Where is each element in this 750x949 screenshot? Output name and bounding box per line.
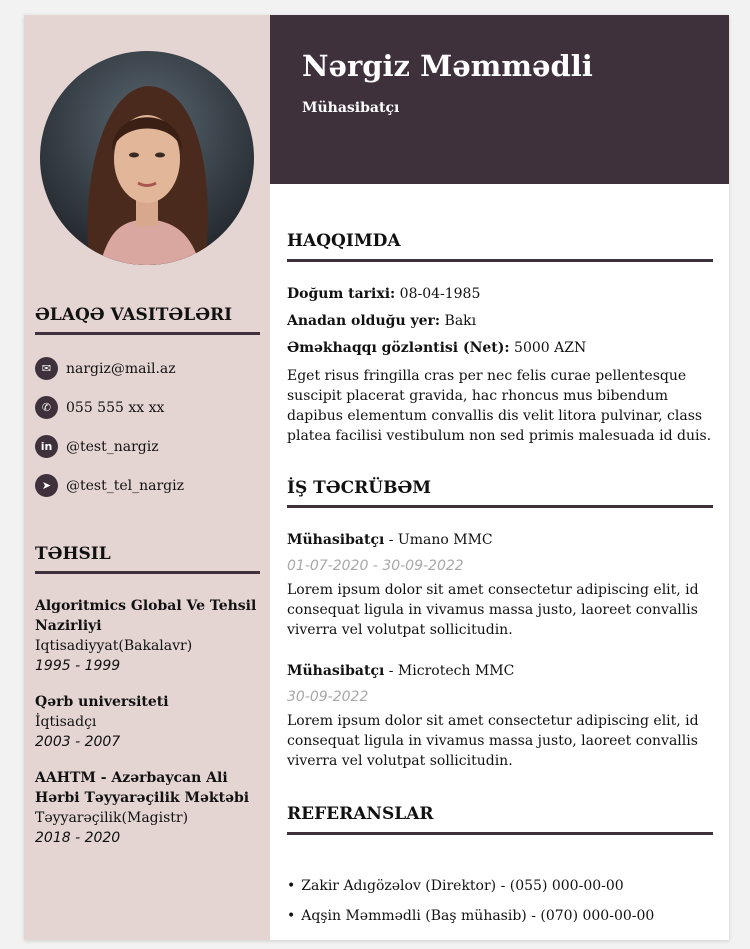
salary <box>287 338 586 358</box>
school-name: Qərb universiteti <box>35 694 169 710</box>
divider <box>35 571 260 574</box>
years: 2018 - 2020 <box>35 830 121 846</box>
education-heading: TƏHSIL <box>35 544 111 564</box>
divider <box>35 332 260 335</box>
value: 5000 AZN <box>514 340 587 356</box>
linkedin-icon: in <box>35 435 58 458</box>
phone-icon: ✆ <box>35 396 58 419</box>
school-name: Algoritmics Global Ve Tehsil Nazirliyi <box>35 598 257 634</box>
years: 1995 - 1999 <box>35 658 121 674</box>
references-list <box>287 871 654 931</box>
contact-linkedin[interactable] <box>35 435 159 458</box>
label: Doğum tarixi: <box>287 286 396 302</box>
value: 08-04-1985 <box>399 286 481 302</box>
birth-date <box>287 284 480 304</box>
label: Anadan olduğu yer: <box>287 313 441 329</box>
contact-text: @test_tel_nargiz <box>66 477 184 494</box>
education-item <box>35 692 265 752</box>
divider <box>287 505 713 508</box>
profile-photo <box>40 51 254 265</box>
education-item <box>35 768 265 848</box>
contact-text: 055 555 xx xx <box>66 399 165 416</box>
reference-item: • Aqşin Məmmədli (Baş mühasib) - (070) 000-00-00 <box>287 901 654 931</box>
person-name: Nərgiz Məmmədli <box>302 49 593 83</box>
school-name: AAHTM - Azərbaycan Ali Hərbi Təyyarəçilik Məktəbi <box>35 770 250 806</box>
position: Mühasibatçı <box>287 663 385 679</box>
experience-item <box>287 661 715 771</box>
divider <box>287 832 713 835</box>
about-heading: HAQQIMDA <box>287 231 401 251</box>
dates: 30-09-2022 <box>287 689 369 705</box>
divider <box>287 259 713 262</box>
experience-heading: İŞ TƏCRÜBƏM <box>287 478 432 498</box>
header <box>270 15 729 184</box>
contact-phone[interactable] <box>35 396 164 419</box>
contact-text: nargiz@mail.az <box>66 360 176 377</box>
degree: Iqtisadiyyat(Bakalavr) <box>35 638 193 654</box>
degree: Təyyarəçilik(Magistr) <box>35 810 189 826</box>
degree: İqtisadçı <box>35 714 97 730</box>
description: Lorem ipsum dolor sit amet consectetur adipiscing elit, id consequat ligula in vivamus massa justo, laoreet convallis viverra vel volutpat sollicitudin. <box>287 582 699 638</box>
resume-card <box>24 15 729 940</box>
birth-place <box>287 311 476 331</box>
envelope-icon: ✉ <box>35 357 58 380</box>
telegram-icon: ➤ <box>35 474 58 497</box>
position: Mühasibatçı <box>287 532 385 548</box>
about-text: Eget risus fringilla cras per nec felis curae pellentesque suscipit placerat gravida, hac rhoncus mus bibendum dapibus elementum convallis dis velit litora pulvinar, class platea facilisi vestibulum non sed primis malesuada id duis. <box>287 368 712 444</box>
contact-telegram[interactable] <box>35 474 184 497</box>
description: Lorem ipsum dolor sit amet consectetur adipiscing elit, id consequat ligula in vivamus massa justo, laoreet convallis viverra vel volutpat sollicitudin. <box>287 713 699 769</box>
company: - Umano MMC <box>384 532 493 548</box>
reference-item: • Zakir Adıgözəlov (Direktor) - (055) 000-00-00 <box>287 871 654 901</box>
label: Əməkhaqqı gözləntisi (Net): <box>287 340 510 356</box>
references-heading: REFERANSLAR <box>287 804 434 824</box>
education-item <box>35 596 265 676</box>
years: 2003 - 2007 <box>35 734 121 750</box>
company: - Microtech MMC <box>384 663 515 679</box>
contact-text: @test_nargiz <box>66 438 159 455</box>
contact-email[interactable] <box>35 357 176 380</box>
sidebar <box>24 15 270 940</box>
value: Bakı <box>444 313 477 329</box>
experience-item <box>287 530 715 640</box>
contact-heading: ƏLAQƏ VASITƏLƏRI <box>35 305 233 325</box>
dates: 01-07-2020 - 30-09-2022 <box>287 558 464 574</box>
job-title: Mühasibatçı <box>302 100 400 116</box>
